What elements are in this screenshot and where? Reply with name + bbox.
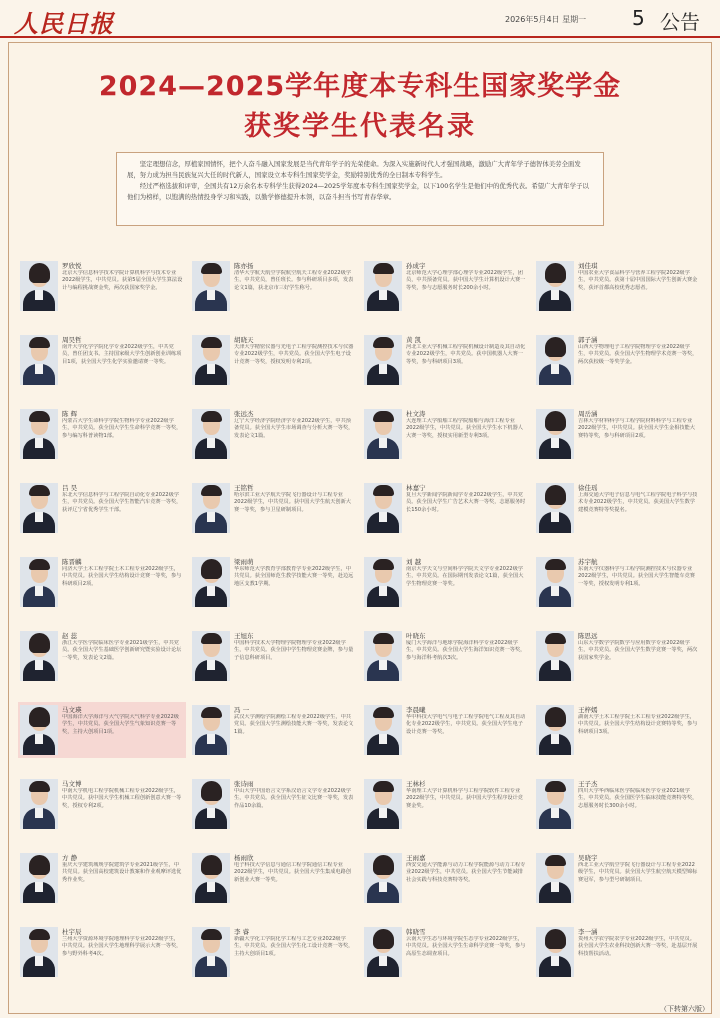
student-name: 刘 越 <box>406 558 422 566</box>
student-photo <box>364 631 402 681</box>
student-card <box>534 924 702 980</box>
intro-paragraph-2: 经过严格选拔和评审，全国共有12万余名本专科学生获得2024—2025学年度本专科生国家奖学金，以下100名学生是他们中的优秀代表。希望广大青年学子以他们为榜样，以饱满的热情投身学习和实践，以勤学修德提升本领，以奋斗担当书写青春华章。 <box>127 182 589 201</box>
continued-note: （下转第六版） <box>660 1005 709 1013</box>
student-description: 中山大学中国语言文学系汉语言文学专业2022级学生，中共党员。获全国大学生征文比赛一等奖，发表作品10余篇。 <box>234 788 354 809</box>
student-card <box>18 924 186 980</box>
student-photo <box>536 705 574 755</box>
student-description: 东北大学信息科学与工程学院自动化专业2022级学生，中共党员。获全国大学生智能汽车竞赛一等奖，获评辽宁省优秀学生干部。 <box>62 492 182 513</box>
student-photo <box>364 335 402 385</box>
student-name: 赵 蕊 <box>62 632 78 640</box>
student-photo <box>20 927 58 977</box>
student-card <box>190 258 358 314</box>
student-photo <box>364 853 402 903</box>
student-description: 华东师范大学教育学部教育学专业2022级学生，中共党员。获全国师范生教学技能大赛一等奖，赴边远地区支教1学期。 <box>234 566 354 587</box>
student-photo <box>364 779 402 829</box>
newspaper-masthead <box>0 0 720 38</box>
student-photo <box>192 409 230 459</box>
student-name: 李一涵 <box>578 928 598 936</box>
student-name: 杨雨欣 <box>234 854 254 862</box>
student-photo <box>192 261 230 311</box>
student-photo <box>20 631 58 681</box>
student-photo <box>536 409 574 459</box>
student-card <box>362 554 530 610</box>
page-number: 5 <box>632 6 645 30</box>
student-name: 陈思远 <box>578 632 598 640</box>
student-description: 南京大学天文与空间科学学院天文学专业2022级学生，中共党员。在国际期刊发表论文1篇，获全国大学生物理竞赛一等奖。 <box>406 566 524 587</box>
student-description: 复旦大学新闻学院新闻学专业2022级学生，中共党员。获全国大学生广告艺术大赛一等奖，志愿服务时长150余小时。 <box>406 492 526 513</box>
student-photo <box>364 409 402 459</box>
student-photo <box>364 705 402 755</box>
student-description: 南开大学化学学院化学专业2022级学生，中共党员，曾任团支书。主持国家级大学生创新创业训练项目1项，获全国大学生化学实验邀请赛一等奖。 <box>62 344 182 365</box>
student-card <box>362 258 530 314</box>
student-card <box>190 406 358 462</box>
student-card <box>534 554 702 610</box>
student-description: 吉林大学材料科学与工程学院材料科学与工程专业2022级学生，中共党员。获全国大学生金相技能大赛特等奖，参与科研项目2项。 <box>578 418 695 439</box>
student-description: 上海交通大学电子信息与电气工程学院电子科学与技术专业2022级学生，中共党员。获美国大学生数学建模竞赛特等奖提名。 <box>578 492 698 513</box>
student-photo <box>20 409 58 459</box>
student-description: 北京师范大学心理学部心理学专业2022级学生，团员，中共预备党员。获中国大学生计算机设计大赛一等奖，参与志愿服务时长200余小时。 <box>406 270 526 291</box>
student-description: 山西大学物理电子工程学院物理学专业2022级学生，中共党员。获全国大学生物理学术竞赛一等奖，两次获校级一等奖学金。 <box>578 344 698 365</box>
student-name: 杜宇辰 <box>62 928 82 936</box>
student-name: 吴晓宇 <box>578 854 598 862</box>
student-name: 李 睿 <box>234 928 250 936</box>
student-description: 厦门大学海洋与地球学院海洋科学专业2022级学生，中共党员。获全国大学生海洋知识竞赛一等奖，参与海洋科考航次3次。 <box>406 640 526 661</box>
intro-paragraph-1: 坚定理想信念，厚植家国情怀，把个人奋斗融入国家发展是当代青年学子的光荣使命。为深入实施新时代人才强国战略，激励广大青年学子德智体美劳全面发展，努力成为担当民族复兴大任的时代新人，国家设立本专科生国家奖学金，奖励特别优秀的全日制本专科学生。 <box>127 160 581 179</box>
student-photo <box>20 261 58 311</box>
student-name: 王子杰 <box>578 780 598 788</box>
student-description: 电子科技大学信息与通信工程学院通信工程专业2022级学生，中共党员。获全国大学生集成电路创新创业大赛一等奖。 <box>234 862 351 883</box>
student-description: 同济大学土木工程学院土木工程专业2022级学生，中共党员。获全国大学生结构设计竞赛一等奖，参与科研项目2项。 <box>62 566 182 587</box>
student-photo <box>192 853 230 903</box>
student-photo <box>192 705 230 755</box>
student-card <box>534 850 702 906</box>
student-description: 新疆大学化工学院化学工程与工艺专业2022级学生，中共党员。获全国大学生化工设计竞赛一等奖，主持大创项目1项。 <box>234 936 354 957</box>
student-description: 内蒙古大学生命科学学院生物科学专业2022级学生，中共党员。获全国大学生生命科学竞赛一等奖，参与编写科普读物1部。 <box>62 418 182 439</box>
student-card <box>534 332 702 388</box>
student-name: 苏宇航 <box>578 558 598 566</box>
student-description: 西安交通大学能源与动力工程学院能源与动力工程专业2022级学生，中共党员。获全国大学生节能减排社会实践与科技竞赛特等奖。 <box>406 862 526 883</box>
student-name: 胡晓天 <box>234 336 254 344</box>
student-name: 王铭哲 <box>234 484 254 492</box>
student-name: 郭子涵 <box>578 336 598 344</box>
student-photo <box>364 927 402 977</box>
student-photo <box>20 705 58 755</box>
student-description: 天津大学精密仪器与光电子工程学院测控技术与仪器专业2022级学生，中共党员。获全国大学生电子设计竞赛一等奖，授权发明专利2项。 <box>234 344 354 365</box>
student-photo <box>20 557 58 607</box>
student-card <box>362 628 530 684</box>
student-description: 北京大学信息科学技术学院计算机科学与技术专业2022级学生，中共党员。获第5届全国大学生算法设计与编程挑战赛金奖，两次获国家奖学金。 <box>62 270 183 291</box>
student-card <box>190 850 358 906</box>
student-photo <box>364 557 402 607</box>
student-card <box>190 628 358 684</box>
student-photo <box>20 335 58 385</box>
student-name: 陈亦扬 <box>234 262 254 270</box>
student-description: 浙江大学医学院临床医学专业2021级学生，中共党员。获全国大学生基础医学创新研究暨实验设计论坛一等奖，发表论文2篇。 <box>62 640 182 661</box>
student-name: 李晨曦 <box>406 706 426 714</box>
student-description: 武汉大学测绘学院测绘工程专业2022级学生，中共党员。获全国大学生测绘技能大赛一等奖，发表论文1篇。 <box>234 714 354 735</box>
student-description: 辽宁大学经济学院经济学专业2022级学生，中共预备党员。获全国大学生市场调查与分析大赛一等奖，发表论文1篇。 <box>234 418 354 439</box>
student-card <box>362 406 530 462</box>
student-name: 陈晋麟 <box>62 558 82 566</box>
student-photo <box>20 483 58 533</box>
student-card <box>362 924 530 980</box>
student-card <box>362 332 530 388</box>
student-card <box>18 702 186 758</box>
student-photo <box>536 557 574 607</box>
student-photo <box>536 483 574 533</box>
student-card <box>18 776 186 832</box>
student-card <box>190 332 358 388</box>
student-description: 中国科学技术大学物理学院物理学专业2022级学生，中共党员。获全国中学生物理竞赛金牌，参与量子信息科研项目。 <box>234 640 354 661</box>
student-name: 韩晓雪 <box>406 928 426 936</box>
student-photo <box>20 779 58 829</box>
student-name: 孙成宇 <box>406 262 426 270</box>
student-photo <box>364 261 402 311</box>
student-description: 四川大学华西临床医学院临床医学专业2021级学生，中共党员。获全国医学生临床技能竞赛特等奖，志愿服务时长300余小时。 <box>578 788 698 809</box>
student-card <box>18 850 186 906</box>
student-photo <box>192 927 230 977</box>
intro-box <box>116 152 604 226</box>
student-name: 吕 昊 <box>62 484 78 492</box>
student-card <box>362 480 530 536</box>
student-name: 杜文涛 <box>406 410 426 418</box>
student-card <box>534 776 702 832</box>
student-name: 张诗雨 <box>234 780 254 788</box>
student-photo <box>192 631 230 681</box>
student-card <box>190 702 358 758</box>
student-description: 东南大学仪器科学与工程学院测控技术与仪器专业2022级学生，中共党员。获全国大学生智能车竞赛一等奖，授权发明专利1项。 <box>578 566 695 587</box>
student-name: 方 静 <box>62 854 78 862</box>
student-card <box>534 480 702 536</box>
student-card <box>362 702 530 758</box>
student-photo <box>192 557 230 607</box>
student-card <box>190 924 358 980</box>
student-photo <box>536 335 574 385</box>
student-name: 张远杰 <box>234 410 254 418</box>
student-description: 华中科技大学电气与电子工程学院电气工程及其自动化专业2022级学生，中共党员。获全国大学生电子设计竞赛一等奖。 <box>406 714 526 735</box>
student-card <box>18 554 186 610</box>
student-name: 王雨嘉 <box>406 854 426 862</box>
student-photo <box>192 779 230 829</box>
student-card <box>534 258 702 314</box>
student-card <box>18 258 186 314</box>
student-name: 马文瑛 <box>62 706 82 714</box>
student-description: 清华大学航天航空学院航空航天工程专业2022级学生，中共党员，曾任班长。参与科研项目多项，发表论文1篇，获北京市三好学生称号。 <box>234 270 354 291</box>
student-description: 大连理工大学船舶工程学院船舶与海洋工程专业2022级学生，中共党员。获全国大学生水下机器人大赛一等奖，授权实用新型专利3项。 <box>406 418 523 439</box>
section-name: 公告 <box>660 10 700 34</box>
student-name: 周岳涵 <box>578 410 598 418</box>
student-description: 贵州大学农学院农学专业2022级学生，中共党员。获全国大学生农业科技创新大赛一等奖，赴基层开展科技帮扶活动。 <box>578 936 698 957</box>
student-description: 河北工业大学机械工程学院机械设计制造及其自动化专业2022级学生，中共党员。获中国机器人大赛一等奖，参与科研项目3项。 <box>406 344 526 365</box>
student-name: 冯 一 <box>234 706 250 714</box>
student-photo <box>536 853 574 903</box>
student-name: 黄 凯 <box>406 336 422 344</box>
student-description: 华南理工大学计算机科学与工程学院软件工程专业2022级学生，中共党员。获中国大学生程序设计竞赛金奖。 <box>406 788 523 809</box>
headline-line-1: 2024—2025学年度本专科生国家奖学金 <box>98 71 622 102</box>
student-card <box>534 628 702 684</box>
student-card <box>18 406 186 462</box>
student-description: 兰州大学资源环境学院地理科学专业2022级学生，中共党员。获全国大学生地理科学展示大赛一等奖，参与野外科考4次。 <box>62 936 182 957</box>
student-name: 王林杉 <box>406 780 426 788</box>
student-name: 王旭东 <box>234 632 254 640</box>
student-photo <box>192 483 230 533</box>
student-card <box>534 702 702 758</box>
newspaper-logo: 人民日报 <box>14 9 114 38</box>
student-name: 刘佳琪 <box>578 262 598 270</box>
headline-line-2: 获奖学生代表名录 <box>244 111 476 142</box>
student-description: 中国海洋大学海洋与大气学院大气科学专业2022级学生，中共党员。获全国大学生气象知识竞赛一等奖，主持大创项目1项。 <box>62 714 179 735</box>
student-card <box>190 776 358 832</box>
student-name: 梁雨萌 <box>234 558 254 566</box>
student-card <box>190 480 358 536</box>
student-card <box>18 332 186 388</box>
student-description: 山东大学数学学院数学与应用数学专业2022级学生，中共党员。获全国大学生数学竞赛一等奖，两次获国家奖学金。 <box>578 640 698 661</box>
student-photo <box>536 779 574 829</box>
student-name: 周昊哲 <box>62 336 82 344</box>
student-photo <box>20 853 58 903</box>
student-description: 西北工业大学航空学院飞行器设计与工程专业2022级学生，中共党员。获全国大学生航空航天模型锦标赛冠军，参与型号研制项目。 <box>578 862 698 883</box>
student-card <box>362 850 530 906</box>
student-description: 哈尔滨工业大学航天学院飞行器设计与工程专业2022级学生，中共党员。获中国大学生航天创新大赛一等奖，参与卫星研制项目。 <box>234 492 351 513</box>
student-name: 马文博 <box>62 780 82 788</box>
student-card <box>190 554 358 610</box>
student-card <box>18 628 186 684</box>
student-description: 重庆大学建筑城规学院建筑学专业2021级学生，中共党员。获全国高校建筑设计教案和作业观摩评选优秀作业奖。 <box>62 862 182 883</box>
student-description: 湖南大学土木工程学院土木工程专业2022级学生，中共党员。获全国大学生结构设计竞赛特等奖，参与科研项目3项。 <box>578 714 698 735</box>
student-description: 中国农业大学食品科学与营养工程学院2022级学生，中共党员。获第十届中国国际大学生创新大赛金奖，获评首都高校优秀志愿者。 <box>578 270 698 291</box>
student-card <box>534 406 702 462</box>
issue-date: 2026年5月4日 星期一 <box>505 15 587 24</box>
student-card <box>18 480 186 536</box>
student-name: 林嘉宁 <box>406 484 426 492</box>
student-description: 中南大学机电工程学院机械工程专业2022级学生，中共党员。获中国大学生机械工程创新创意大赛一等奖，授权专利2项。 <box>62 788 182 809</box>
student-photo <box>192 335 230 385</box>
student-photo <box>536 631 574 681</box>
student-name: 罗欣悦 <box>62 262 82 270</box>
student-name: 王梓嫣 <box>578 706 598 714</box>
student-description: 云南大学生态与环境学院生态学专业2022级学生，中共党员。获全国大学生生命科学竞赛一等奖，参与高原生态调查项目。 <box>406 936 526 957</box>
student-name: 陈 辉 <box>62 410 78 418</box>
student-card <box>362 776 530 832</box>
student-photo <box>364 483 402 533</box>
student-name: 徐佳瑶 <box>578 484 598 492</box>
student-photo <box>536 927 574 977</box>
student-photo <box>536 261 574 311</box>
student-name: 叶晓东 <box>406 632 426 640</box>
